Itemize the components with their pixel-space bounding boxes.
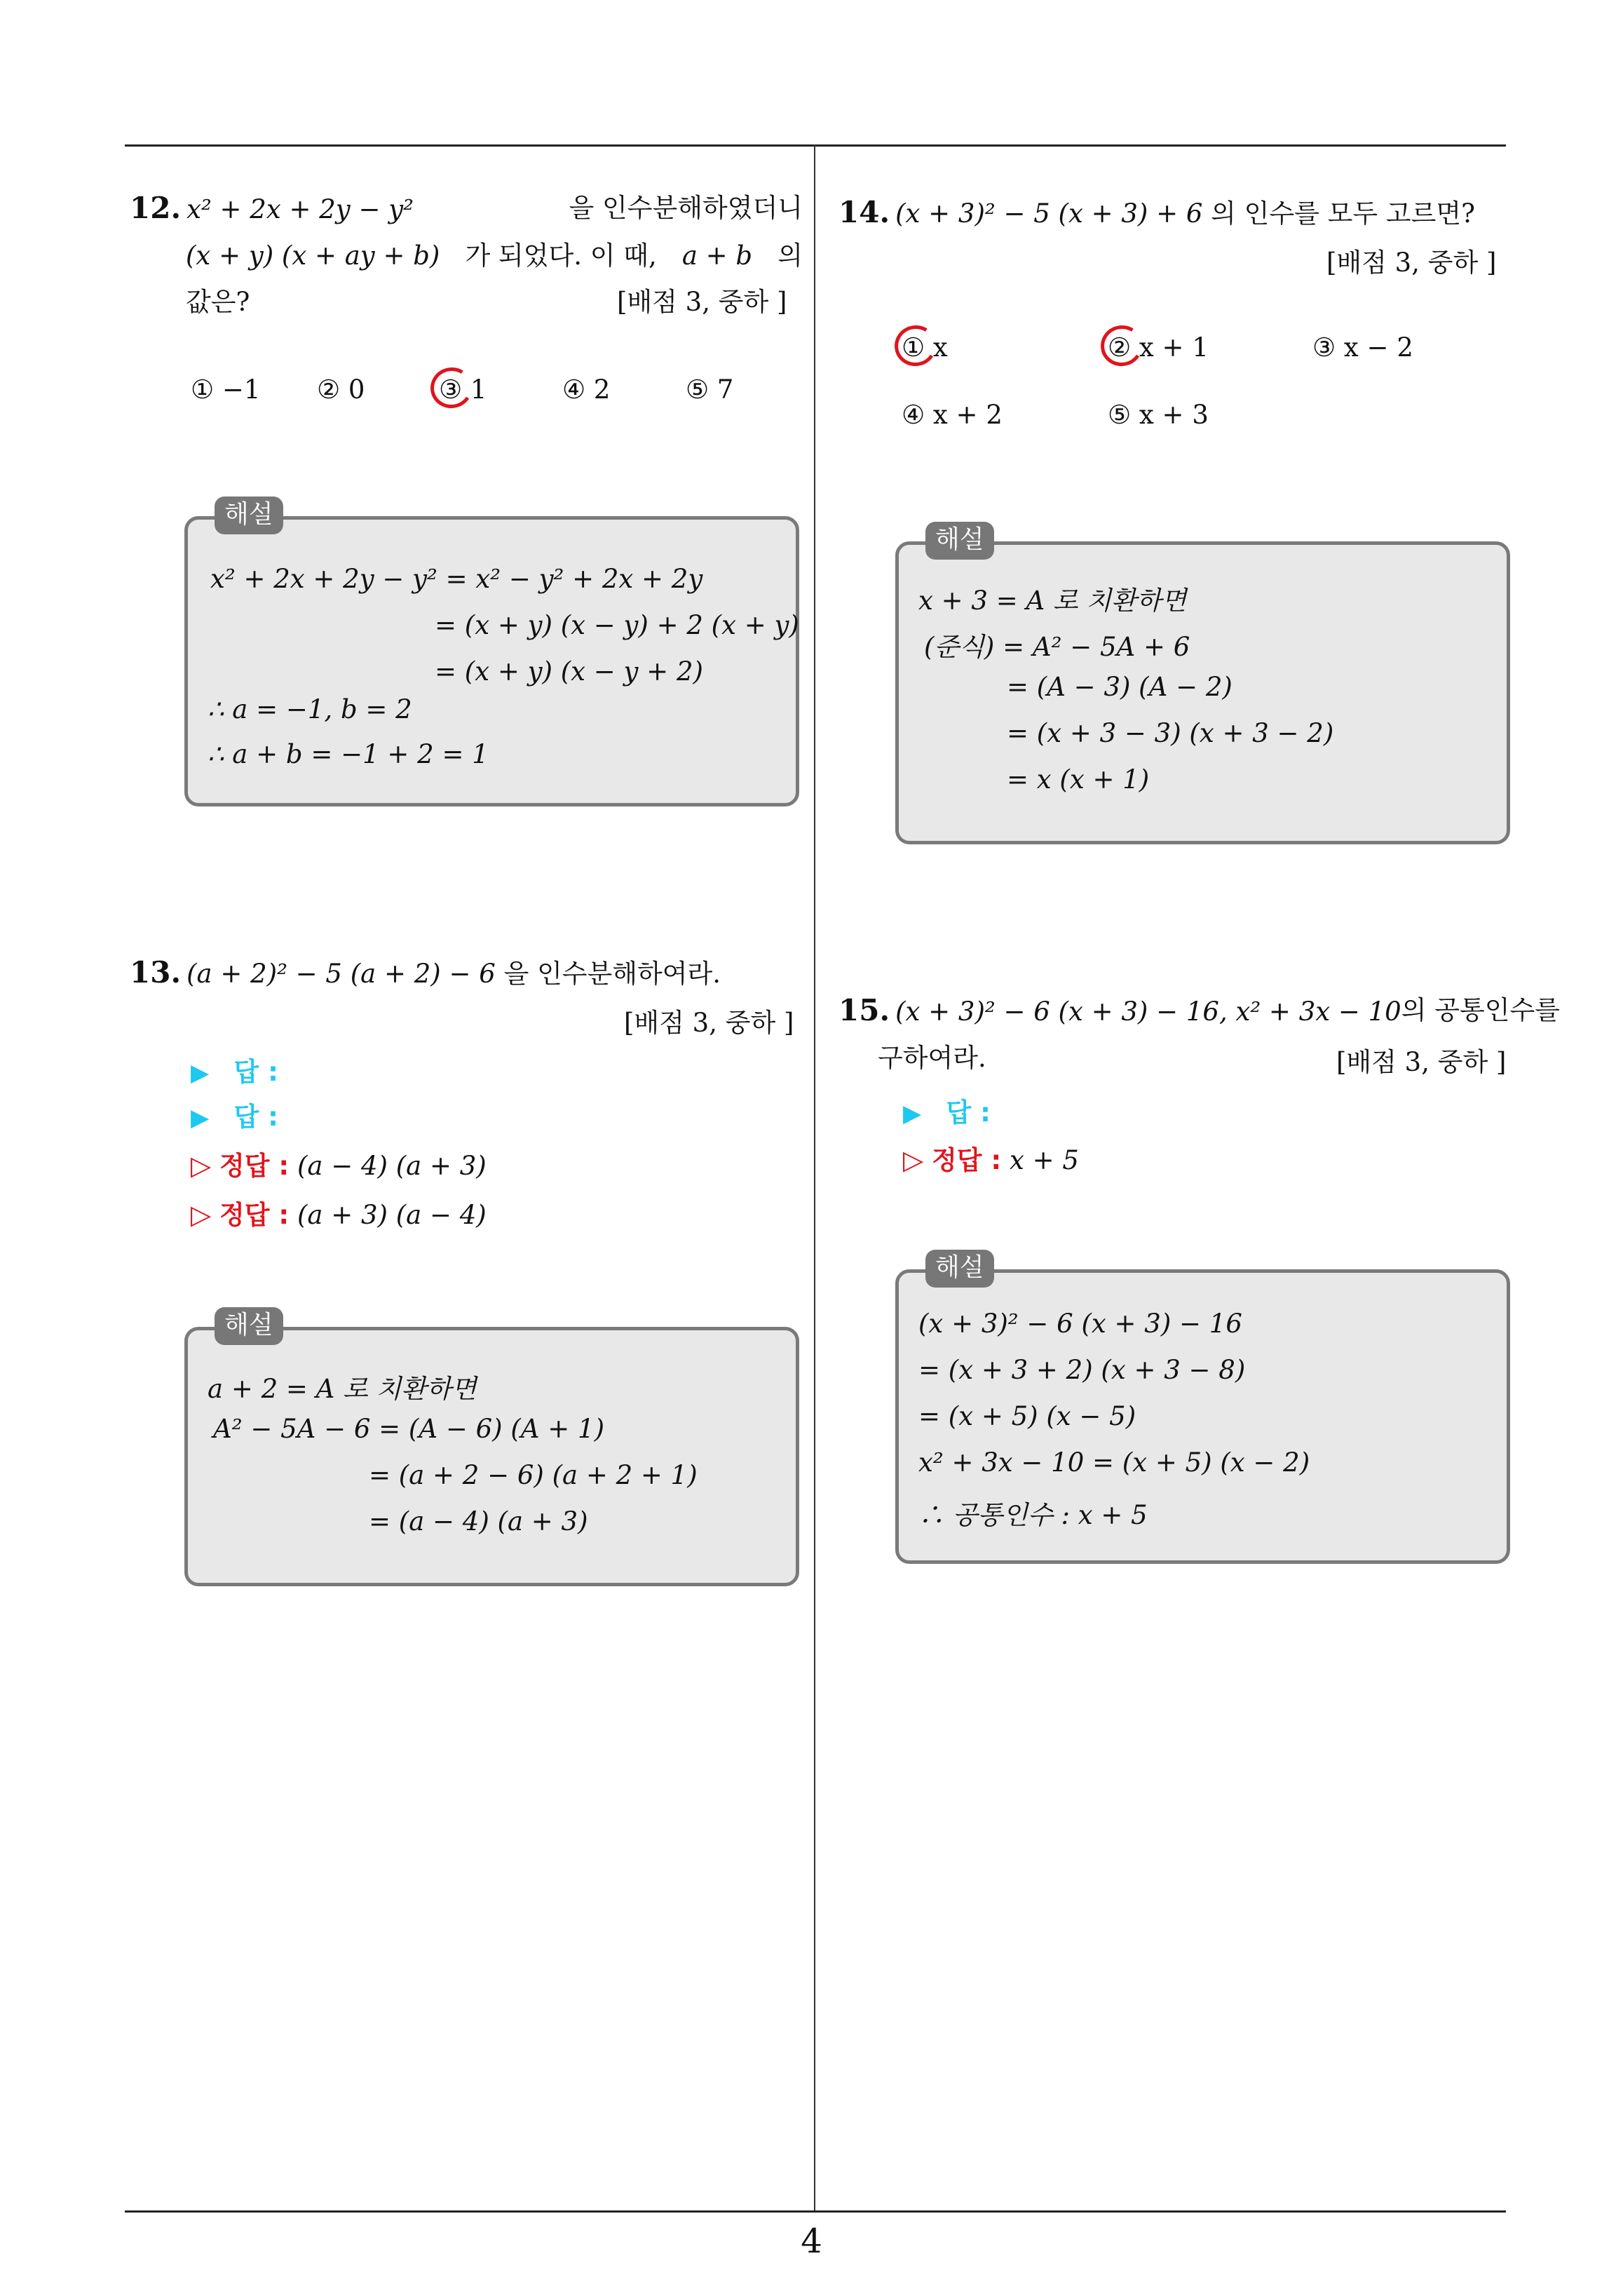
q13-answer-row-2 bbox=[191, 1095, 278, 1133]
q12-score: [배점 3, 중하 ] bbox=[617, 287, 787, 317]
q13-answer-label-2: 답 : bbox=[233, 1102, 278, 1132]
q15-correct-value: x + 5 bbox=[1009, 1145, 1079, 1175]
q14-explain-line-3: = (A − 3) (A − 2) bbox=[1007, 672, 1232, 702]
q13-answer-label: 답 : bbox=[233, 1057, 278, 1087]
q13-explain-line-1: a + 2 = A 로 치환하면 bbox=[208, 1374, 477, 1404]
q14-text: 의 인수를 모두 고르면? bbox=[1211, 198, 1475, 229]
q12-explain-line-1: x² + 2x + 2y − y² = x² − y² + 2x + 2y bbox=[210, 564, 703, 594]
q14-choice-3[interactable]: ③ x − 2 bbox=[1312, 332, 1413, 363]
q12-text2: 가 되었다. 이 때, bbox=[465, 241, 657, 271]
q12-expr2: (x + y) (x + ay + b) bbox=[186, 241, 440, 271]
q15-number: 15. bbox=[838, 993, 890, 1027]
q15-explain-line-2: = (x + 3 + 2) (x + 3 − 8) bbox=[918, 1355, 1246, 1385]
q13-explain-line-4: = (a − 4) (a + 3) bbox=[369, 1506, 588, 1537]
q15-explanation-tag: 해설 bbox=[925, 1250, 994, 1288]
triangle-outline-icon: ▷ bbox=[191, 1199, 212, 1230]
q12-explain-line-4: ∴ a = −1, b = 2 bbox=[208, 694, 412, 724]
q12-explain-line-2: = (x + y) (x − y) + 2 (x + y) bbox=[435, 610, 799, 640]
q12-text3: 의 bbox=[777, 241, 803, 271]
q14-choice-1[interactable]: ① x bbox=[902, 332, 948, 363]
q12-expr3: a + b bbox=[681, 241, 753, 271]
triangle-outline-icon: ▷ bbox=[191, 1150, 212, 1181]
page-number: 4 bbox=[801, 2222, 822, 2261]
q12-choice-1[interactable]: ① −1 bbox=[191, 374, 261, 405]
q12-choice-2[interactable]: ② 0 bbox=[317, 374, 365, 405]
question-14 bbox=[838, 189, 1512, 237]
q13-explanation-tag: 해설 bbox=[215, 1307, 283, 1345]
q15-line1 bbox=[838, 987, 1560, 1035]
q12-choice-3[interactable]: ③ 1 bbox=[439, 374, 487, 405]
column-divider bbox=[814, 144, 815, 2212]
q12-answer-mark bbox=[427, 363, 477, 412]
q15-answer-row bbox=[903, 1091, 991, 1129]
q13-score: [배점 3, 중하 ] bbox=[624, 1008, 794, 1038]
q12-explanation-tag: 해설 bbox=[215, 497, 283, 534]
q12-line2 bbox=[186, 233, 803, 279]
q15-text2: 구하여라. bbox=[878, 1043, 986, 1073]
bottom-rule bbox=[125, 2210, 1506, 2213]
q15-correct-label: 정답 : bbox=[932, 1145, 1002, 1175]
q15-correct-row bbox=[903, 1139, 1079, 1177]
q13-correct-label-2: 정답 : bbox=[219, 1200, 290, 1230]
q13-text: 을 인수분해하여라. bbox=[503, 959, 721, 989]
q15-explain-line-3: = (x + 5) (x − 5) bbox=[918, 1401, 1136, 1431]
play-icon: ▶ bbox=[903, 1100, 922, 1128]
q13-answer-row-1 bbox=[191, 1051, 278, 1088]
q15-explain-line-1: (x + 3)² − 6 (x + 3) − 16 bbox=[918, 1309, 1242, 1339]
q14-answer-mark-1 bbox=[891, 321, 941, 370]
q14-explain-line-2: (준식) = A² − 5A + 6 bbox=[924, 632, 1190, 662]
q12-text: 을 인수분해하였더니 bbox=[569, 193, 803, 223]
question-13 bbox=[130, 950, 803, 997]
q13-correct-value-2: (a + 3) (a − 4) bbox=[297, 1200, 487, 1230]
q13-explanation-box bbox=[184, 1327, 799, 1586]
play-icon: ▶ bbox=[191, 1104, 210, 1132]
q15-text: 의 공통인수를 bbox=[1401, 995, 1560, 1025]
q12-expr: x² + 2x + 2y − y² bbox=[186, 194, 414, 224]
q12-choice-4[interactable]: ④ 2 bbox=[562, 374, 611, 405]
q13-explain-line-3: = (a + 2 − 6) (a + 2 + 1) bbox=[369, 1460, 698, 1490]
q13-number: 13. bbox=[130, 955, 182, 990]
q14-answer-mark-2 bbox=[1097, 321, 1147, 370]
q12-text4: 값은? bbox=[186, 287, 250, 317]
q15-answer-label: 답 : bbox=[946, 1098, 991, 1128]
q13-correct-value-1: (a − 4) (a + 3) bbox=[297, 1151, 487, 1181]
q13-correct-row-2 bbox=[191, 1194, 487, 1231]
q13-correct-row-1 bbox=[191, 1144, 487, 1182]
q14-choice-4[interactable]: ④ x + 2 bbox=[902, 400, 1003, 430]
q14-choice-5[interactable]: ⑤ x + 3 bbox=[1108, 400, 1209, 430]
q15-explain-line-5: ∴ 공통인수 : x + 5 bbox=[918, 1500, 1148, 1530]
q12-choice-5[interactable]: ⑤ 7 bbox=[686, 374, 734, 405]
q15-expr: (x + 3)² − 6 (x + 3) − 16, x² + 3x − 10 bbox=[895, 997, 1401, 1027]
q12-number: 12. bbox=[130, 191, 182, 225]
q14-explain-line-4: = (x + 3 − 3) (x + 3 − 2) bbox=[1007, 718, 1334, 748]
q14-explain-line-1: x + 3 = A 로 치환하면 bbox=[918, 586, 1187, 616]
q13-expr: (a + 2)² − 5 (a + 2) − 6 bbox=[186, 959, 496, 989]
q12-explain-line-3: = (x + y) (x − y + 2) bbox=[435, 656, 703, 687]
triangle-outline-icon: ▷ bbox=[903, 1144, 924, 1175]
q14-explanation-tag: 해설 bbox=[925, 522, 994, 560]
play-icon: ▶ bbox=[191, 1059, 210, 1087]
q14-number: 14. bbox=[838, 195, 890, 229]
q12-line1 bbox=[130, 185, 803, 233]
q13-correct-label: 정답 : bbox=[219, 1151, 290, 1181]
top-rule bbox=[125, 144, 1506, 147]
q14-explain-line-5: = x (x + 1) bbox=[1007, 764, 1150, 795]
q13-explain-line-2: A² − 5A − 6 = (A − 6) (A + 1) bbox=[213, 1414, 604, 1444]
q15-score: [배점 3, 중하 ] bbox=[1336, 1047, 1507, 1077]
q15-explain-line-4: x² + 3x − 10 = (x + 5) (x − 2) bbox=[918, 1447, 1310, 1478]
q14-expr: (x + 3)² − 5 (x + 3) + 6 bbox=[895, 198, 1203, 229]
q14-score: [배점 3, 중하 ] bbox=[1326, 248, 1497, 278]
q12-explain-line-5: ∴ a + b = −1 + 2 = 1 bbox=[208, 739, 489, 769]
q14-choice-2[interactable]: ② x + 1 bbox=[1108, 332, 1209, 363]
